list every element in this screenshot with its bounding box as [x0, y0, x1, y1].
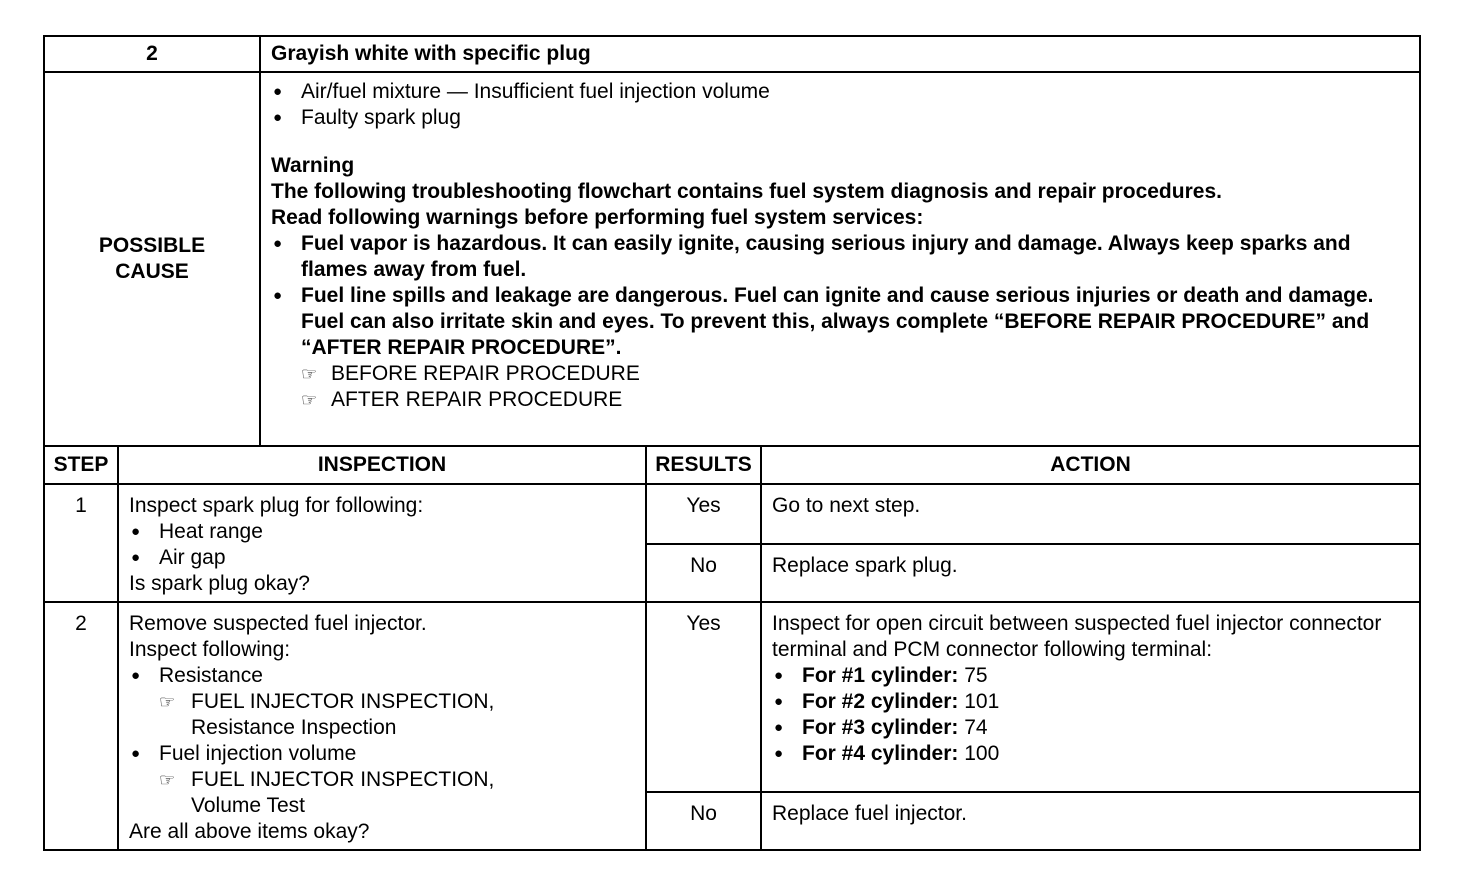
- warning-text: The following troubleshooting flowchart contains fuel system diagnosis and repair procedures.: [271, 180, 1222, 203]
- step-number: 1: [44, 484, 118, 602]
- pointing-hand-icon: ☞: [301, 390, 318, 410]
- result-no: No: [646, 792, 761, 850]
- possible-cause-body: [260, 72, 1420, 446]
- warning-item: ● Fuel line spills and leakage are dangerous. Fuel can ignite and cause serious injuries or death and damage. Fuel can also irritate skin and eyes. To prevent this, always complete “BEFORE REPAIR PROCEDURE” and “AFTER REPAIR PROCEDURE”.: [271, 283, 1409, 361]
- symptom-title: Grayish white with specific plug: [260, 36, 1420, 72]
- inspection-item: ● Fuel injection volume: [129, 741, 635, 767]
- action-no: Replace fuel injector.: [761, 792, 1420, 850]
- step-inspection: Inspect spark plug for following: ● Heat range ● Air gap Is spark plug okay?: [118, 484, 646, 602]
- warning-list: [271, 231, 1409, 361]
- pointing-hand-icon: ☞: [159, 770, 176, 790]
- step-inspection: Remove suspected fuel injector. Inspect following: ● Resistance ☞ FUEL INJECTOR INSPECTION, Resistance Inspection ● Fuel injection volume ☞ FUEL INJECTOR INSPECTION, Volume Test Are all above items okay?: [118, 602, 646, 850]
- cylinder-item: ● For #4 cylinder: 100: [772, 741, 1409, 767]
- symptom-number: 2: [44, 36, 260, 72]
- cylinder-item: ● For #1 cylinder: 75: [772, 663, 1409, 689]
- reference-link[interactable]: ☞ FUEL INJECTOR INSPECTION,: [159, 690, 495, 713]
- cylinder-item: ● For #3 cylinder: 74: [772, 715, 1409, 741]
- cylinder-item: ● For #2 cylinder: 101: [772, 689, 1409, 715]
- column-header-results: RESULTS: [646, 446, 761, 484]
- cause-list: [271, 79, 1409, 131]
- inspection-question: Is spark plug okay?: [129, 572, 310, 595]
- column-header-row: [44, 446, 1420, 484]
- cause-table: [43, 35, 1421, 447]
- column-header-step: STEP: [44, 446, 118, 484]
- inspection-question: Are all above items okay?: [129, 820, 370, 843]
- reference-link[interactable]: ☞ AFTER REPAIR PROCEDURE: [301, 388, 623, 411]
- result-yes: Yes: [646, 484, 761, 544]
- inspection-item: ● Resistance: [129, 663, 635, 689]
- reference-link[interactable]: ☞ FUEL INJECTOR INSPECTION,: [159, 768, 495, 791]
- possible-cause-label: POSSIBLE CAUSE: [44, 72, 260, 446]
- pointing-hand-icon: ☞: [159, 692, 176, 712]
- warning-block: [271, 153, 1409, 361]
- action-yes: Inspect for open circuit between suspected fuel injector connector terminal and PCM connector following terminal: ● For #1 cylinder: 75 ● For #2 cylinder: 101 ● For #3 cylinder: 74 ● For #4 cylinder: 100: [761, 602, 1420, 792]
- header-row: [44, 36, 1420, 72]
- step-2-yes-row: [44, 602, 1420, 792]
- warning-text: Read following warnings before performing fuel system services:: [271, 206, 924, 229]
- column-header-action: ACTION: [761, 446, 1420, 484]
- troubleshooting-sheet: [43, 35, 1421, 851]
- column-header-inspection: INSPECTION: [118, 446, 646, 484]
- inspection-table: [43, 445, 1421, 851]
- action-no: Replace spark plug.: [761, 544, 1420, 602]
- cylinder-list: [772, 663, 1409, 767]
- step-1-yes-row: [44, 484, 1420, 544]
- cause-item: ● Faulty spark plug: [271, 105, 1409, 131]
- inspection-item: ● Air gap: [129, 545, 635, 571]
- action-yes: Go to next step.: [761, 484, 1420, 544]
- warning-title: Warning: [271, 154, 355, 177]
- reference-link[interactable]: ☞ BEFORE REPAIR PROCEDURE: [301, 362, 640, 385]
- cause-item: ● Air/fuel mixture — Insufficient fuel injection volume: [271, 79, 1409, 105]
- pointing-hand-icon: ☞: [301, 364, 318, 384]
- step-number: 2: [44, 602, 118, 850]
- inspection-item: ● Heat range: [129, 519, 635, 545]
- result-no: No: [646, 544, 761, 602]
- possible-cause-row: [44, 72, 1420, 446]
- warning-item: ● Fuel vapor is hazardous. It can easily ignite, causing serious injury and damage. Always keep sparks and flames away from fuel.: [271, 231, 1409, 283]
- result-yes: Yes: [646, 602, 761, 792]
